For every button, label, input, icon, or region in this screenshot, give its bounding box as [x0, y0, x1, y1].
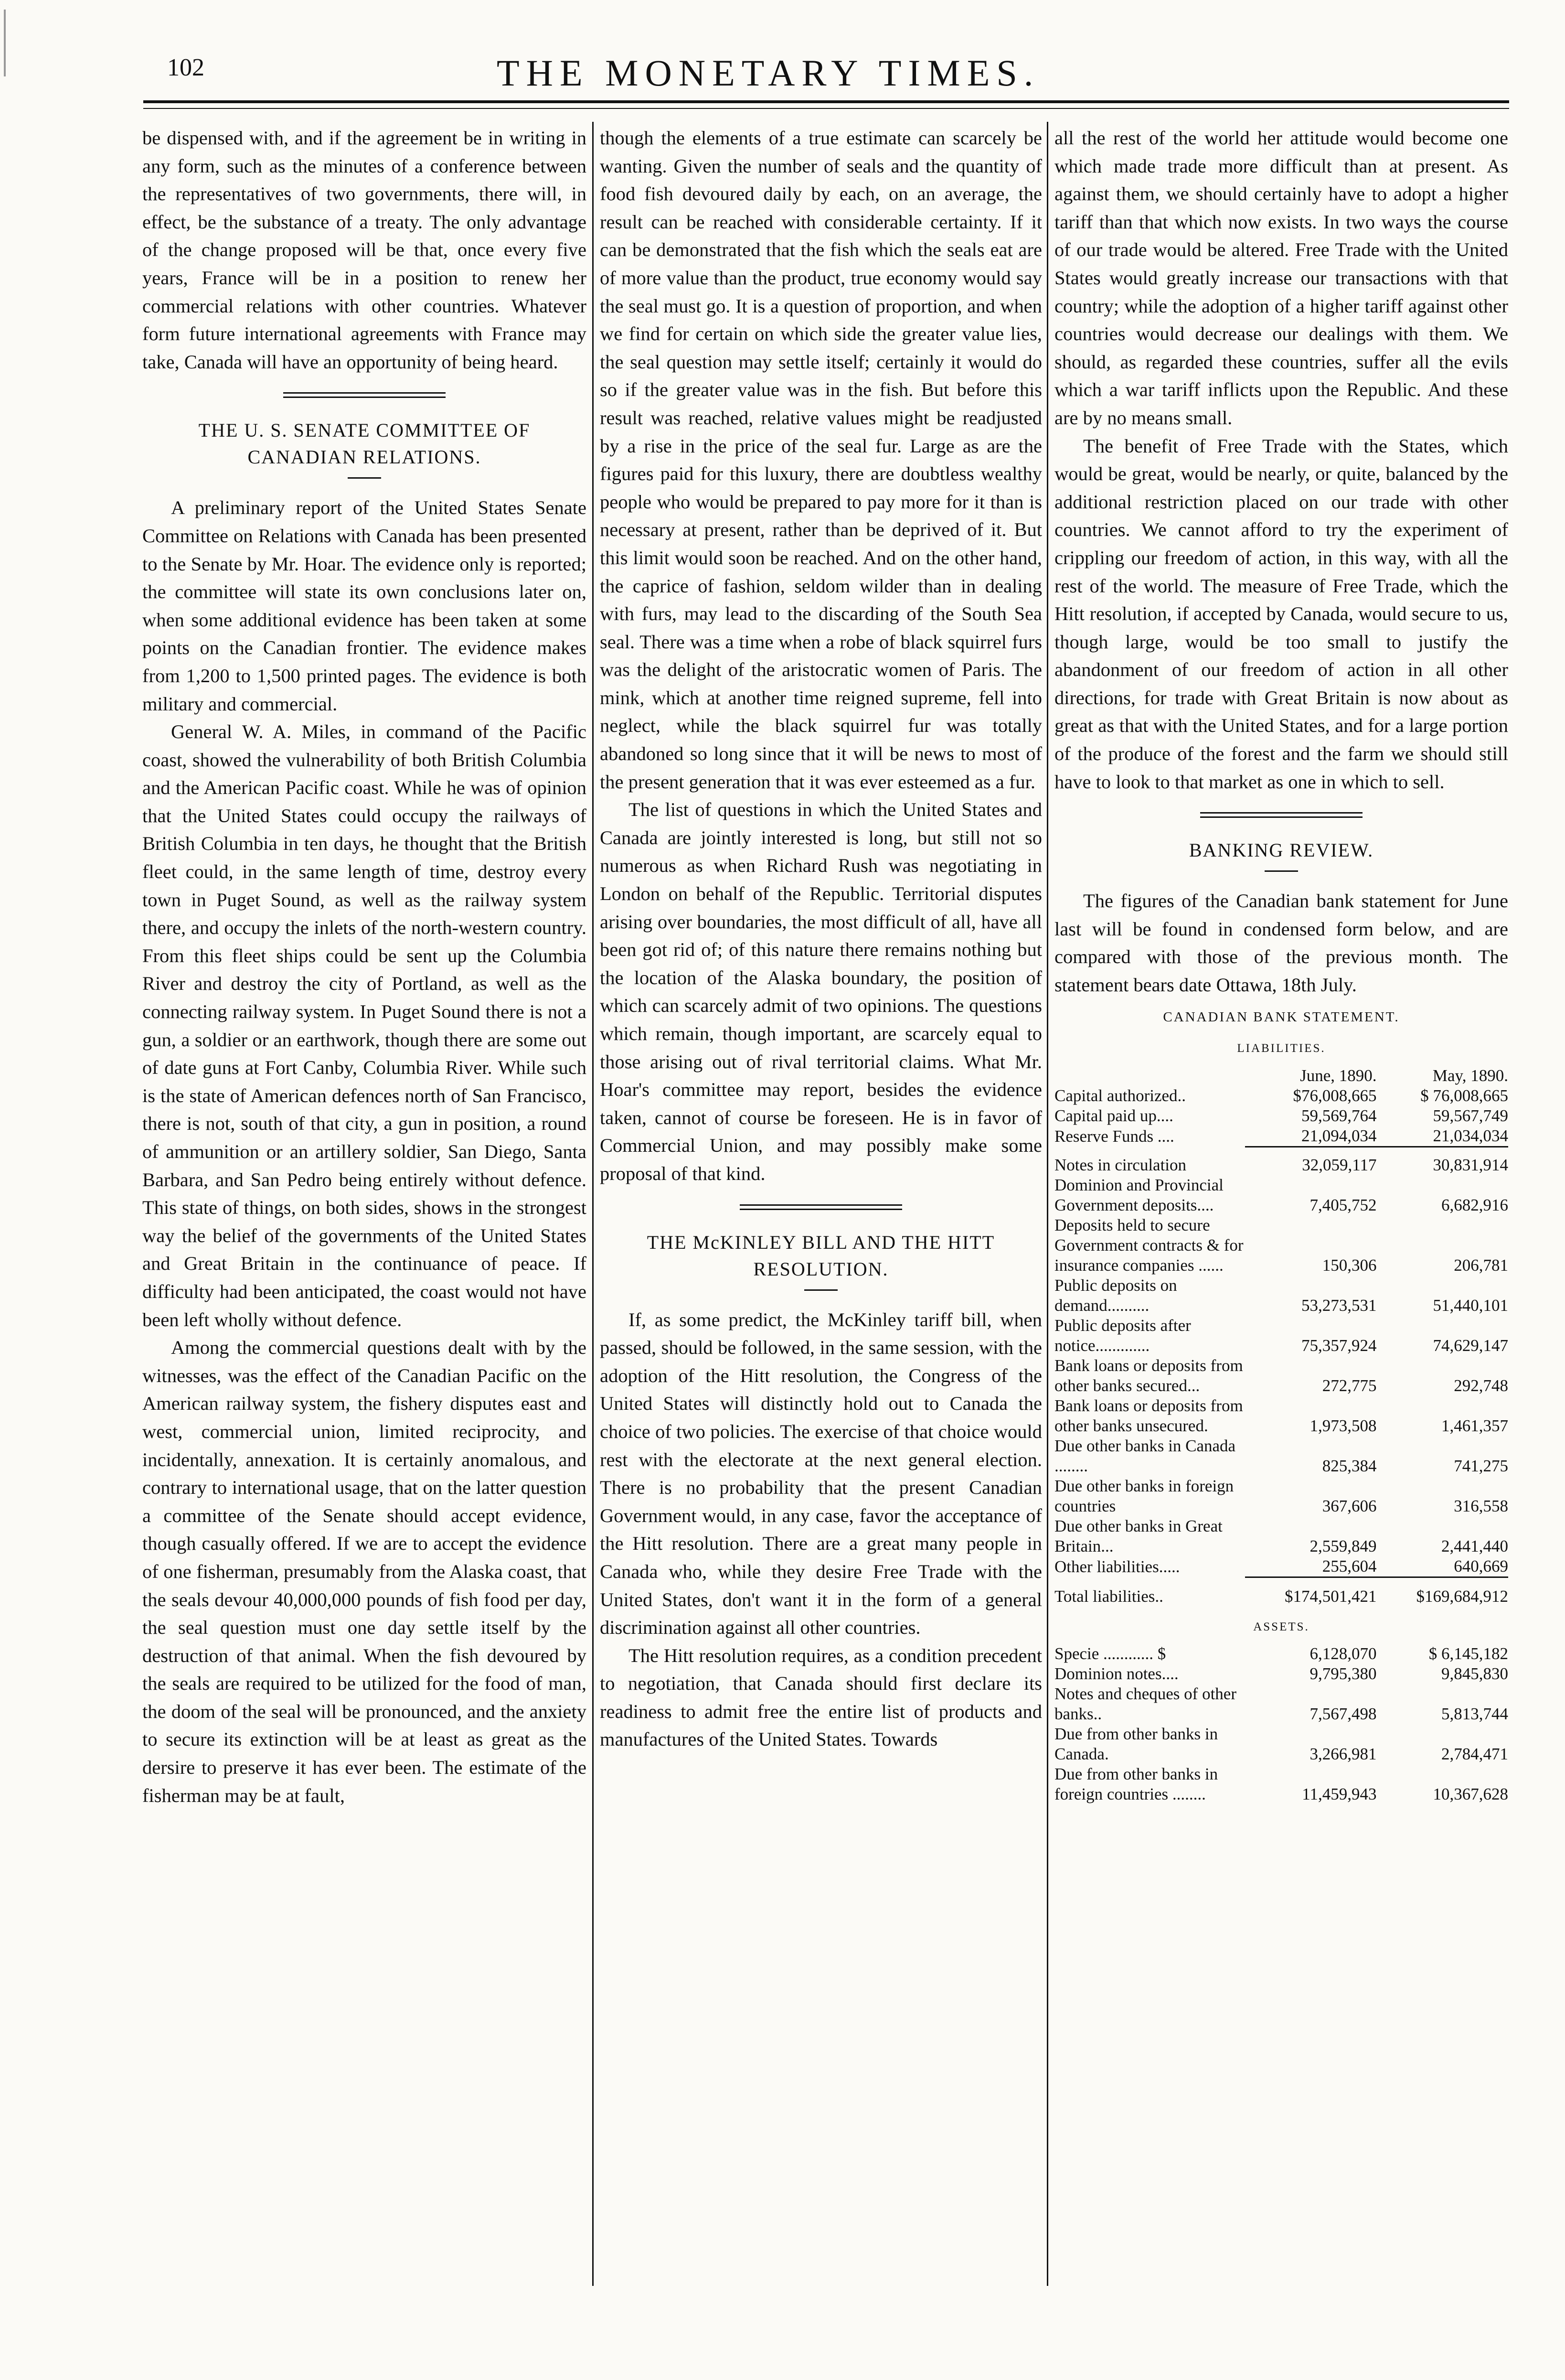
value-may: 2,784,471 [1441, 1745, 1508, 1764]
table-row [1054, 1356, 1508, 1396]
table-row [1054, 1126, 1508, 1147]
row-label: Bank loans or deposits from other banks secured... [1054, 1356, 1243, 1395]
bank-statement-table [1054, 1066, 1508, 1607]
column-2 [600, 124, 1042, 1754]
table-row [1054, 1724, 1508, 1764]
table-row [1054, 1396, 1508, 1436]
section-separator [1200, 812, 1363, 818]
masthead-title: THE MONETARY TIMES. [497, 52, 1040, 94]
section-heading: THE McKINLEY BILL AND THE HITT RESOLUTION. [647, 1231, 995, 1280]
paragraph: If, as some predict, the McKinley tariff bill, when passed, should be followed, in the same session, with the adoption of the Hitt resolution, the Congress of the United States will distinctly hold out to Canada the choice of two policies. The exercise of that choice would rest with the electorate at the next general election. There is no probability that the present Canadian Government would, in any case, favor the acceptance of the Hitt resolution. There are a great many people in Canada who, while they desire Free Trade with the United States, don't want it in the form of a general discrimination against all other countries. [600, 1308, 1042, 1639]
value-may: 2,441,440 [1441, 1536, 1508, 1555]
value-may: 640,669 [1454, 1556, 1508, 1576]
value-may: 59,567,749 [1433, 1106, 1508, 1125]
row-label: Notes in circulation [1054, 1155, 1187, 1174]
value-may: 316,558 [1454, 1496, 1508, 1515]
value-june: 59,569,764 [1301, 1106, 1377, 1125]
value-june: 255,604 [1322, 1556, 1377, 1576]
paragraph: all the rest of the world her attitude would become one which made trade more difficult than at present. As against them, we should certainly have to adopt a higher tariff than that which now exists. In two ways the course of our trade would be altered. Free Trade with the United States would greatly increase our transactions with that country; while the adoption of a higher tariff against other countries would decrease our dealings with them. We should, as regarded these countries, suffer all the evils which a war tariff inflicts upon the Republic. And these are by no means small. [1054, 127, 1508, 429]
row-label: Public deposits on demand.......... [1054, 1276, 1177, 1315]
table-row [1054, 1764, 1508, 1804]
value-june: 150,306 [1322, 1255, 1377, 1275]
table-row [1054, 1516, 1508, 1556]
value-may: 9,845,830 [1441, 1664, 1508, 1683]
row-label: Total liabilities.. [1054, 1587, 1163, 1606]
table-row [1054, 1215, 1508, 1276]
row-label: Bank loans or deposits from other banks unsecured. [1054, 1396, 1243, 1435]
value-may: 1,461,357 [1441, 1416, 1508, 1435]
paragraph: be dispensed with, and if the agreement be in writing in any form, such as the minutes of a conference between the representatives of two governments, there will, in effect, be the substance of a treaty. The only advantage of the change proposed will be that, once every five years, France will be in a position to renew her commercial relations with other countries. Whatever form future international agreements with France may take, Canada will have an opportunity of being heard. [142, 127, 586, 373]
value-june: 9,795,380 [1309, 1664, 1377, 1683]
table-row [1054, 1577, 1508, 1607]
row-label: Due other banks in foreign countries [1054, 1476, 1234, 1515]
value-june: 3,266,981 [1309, 1745, 1377, 1764]
column-header-may: May, 1890. [1432, 1066, 1508, 1085]
table-row [1054, 1175, 1508, 1215]
paragraph: The list of questions in which the United States and Canada are jointly interested is long, but still not so numerous as when Richard Rush was negotiating in London on behalf of the Republic. Territorial disputes arising over boundaries, the most difficult of all, have all been got rid of; of this nature there remains nothing but the location of the Alaska boundary, the position of which can scarcely admit of two opinions. The questions which remain, though important, are scarcely equal to those arising out of rival territorial claims. What Mr. Hoar's committee may report, besides the evidence taken, cannot of course be foreseen. He is in favor of Commercial Union, and may possibly make some proposal of that kind. [600, 799, 1042, 1184]
table-row [1054, 1276, 1508, 1316]
table-row [1054, 1684, 1508, 1724]
value-june: 75,357,924 [1301, 1336, 1377, 1355]
column-divider-1 [592, 122, 594, 2286]
row-label: Due from other banks in foreign countries ........ [1054, 1765, 1218, 1804]
section-separator [740, 1204, 902, 1210]
value-june: 32,059,117 [1245, 1147, 1377, 1175]
paragraph: though the elements of a true estimate can scarcely be wanting. Given the number of seals and the quantity of food fish devoured daily by each, on an average, the result can be reached with considerable certainty. If it can be demonstrated that the fish which the seals eat are of more value than the product, true economy would say the seal must go. It is a question of proportion, and when we find for certain on which side the greater value lies, the seal question may settle itself; certainly it would do so if the greater value was in the fish. But before this result was reached, relative values might be readjusted by a rise in the price of the seal fur. Large as are the figures paid for this luxury, there are doubtless wealthy people who would be prepared to pay more for it than is necessary at present, rather than be deprived of it. But this limit would soon be reached. And on the other hand, the caprice of fashion, seldom wilder than in dealing with furs, may lead to the discarding of the South Sea seal. There was a time when a robe of black squirrel furs was the delight of the aristocratic women of Paris. The mink, which at another time reigned supreme, fell into neglect, while the black squirrel fur was totally abandoned so long since that it will be news to most of the present generation that it was ever esteemed as a fur. [600, 127, 1042, 793]
value-june: 53,273,531 [1301, 1296, 1377, 1315]
table-row [1054, 1436, 1508, 1476]
heading-dash [1265, 870, 1298, 872]
value-may: 51,440,101 [1433, 1296, 1508, 1315]
section-separator [283, 392, 446, 398]
row-label: Dominion and Provincial Government deposits.... [1054, 1175, 1224, 1214]
value-may: 741,275 [1454, 1456, 1508, 1475]
row-label: Due from other banks in Canada. [1054, 1725, 1218, 1764]
section-heading: THE U. S. SENATE COMMITTEE OF CANADIAN RELATIONS. [198, 419, 531, 468]
scan-edge-mark [4, 10, 6, 76]
table-row [1054, 1644, 1508, 1664]
header-rule-thin [143, 108, 1509, 109]
paragraph: A preliminary report of the United States Senate Committee on Relations with Canada has been presented to the Senate by Mr. Hoar. The evidence only is reported; the committee will state its own conclusions later on, when some additional evidence has been taken at some points on the Canadian frontier. The evidence makes from 1,200 to 1,500 printed pages. The evidence is both military and commercial. [142, 497, 586, 715]
paragraph: Among the commercial questions dealt with by the witnesses, was the effect of the Canadian Pacific on the American railway system, the fishery disputes east and west, commercial union, limited reciprocity, and incidentally, annexation. It is certainly anomalous, and contrary to international usage, that on the latter question a committee of the Senate should accept evidence, though casually offered. If we are to accept the evidence of one fisherman, presumably from the Alaska coast, that the seals devour 40,000,000 pounds of fish food per day, the seal question must one day settle itself by the destruction of that animal. When the fish devoured by the seals are required to be utilized for the food of man, the doom of the seal will be pronounced, and the anxiety to secure its extinction will be at least as great as the dersire to preserve it has ever been. The estimate of the fisherman may be at fault, [142, 1337, 586, 1806]
value-june: 7,405,752 [1309, 1195, 1377, 1214]
table-row [1054, 1086, 1508, 1106]
value-may: 74,629,147 [1433, 1336, 1508, 1355]
value-may: 5,813,744 [1441, 1705, 1508, 1724]
value-june: 21,094,034 [1301, 1126, 1377, 1145]
value-june: 6,128,070 [1309, 1644, 1377, 1663]
column-divider-2 [1047, 122, 1048, 2286]
value-june: 7,567,498 [1309, 1705, 1377, 1724]
column-header-june: June, 1890. [1300, 1066, 1377, 1085]
value-may: 21,034,034 [1433, 1126, 1508, 1145]
table-row [1054, 1147, 1508, 1175]
table-row [1054, 1316, 1508, 1356]
table-row [1054, 1664, 1508, 1684]
paragraph: The benefit of Free Trade with the States, which would be great, would be nearly, or quite, balanced by the additional restriction placed on our trade with other countries. We cannot afford to try the experiment of crippling our freedom of action, in this way, with all the rest of the world. The measure of Free Trade, which the Hitt resolution, if accepted by Canada, would secure to us, though large, would be too small to justify the abandonment of our freedom of action in all other directions, for trade with Great Britain is now about as great as that with the United States, and for a large portion of the produce of the forest and the farm we should still have to look to that market as one in which to sell. [1054, 435, 1508, 793]
table-header-row [1054, 1066, 1508, 1086]
row-label: Due other banks in Canada ........ [1054, 1436, 1236, 1475]
value-may: 30,831,914 [1377, 1147, 1509, 1175]
column-3 [1054, 124, 1508, 1804]
value-june: 2,559,849 [1309, 1536, 1377, 1555]
row-label: Public deposits after notice............. [1054, 1316, 1191, 1355]
value-june: $174,501,421 [1245, 1577, 1377, 1607]
heading-dash [804, 1289, 838, 1291]
row-label: Dominion notes.... [1054, 1664, 1179, 1683]
row-label: Other liabilities..... [1054, 1557, 1180, 1576]
value-june: 367,606 [1322, 1496, 1377, 1515]
row-label: Reserve Funds .... [1054, 1127, 1174, 1146]
header-rule-thick [143, 100, 1509, 103]
value-may: 6,682,916 [1441, 1195, 1508, 1214]
assets-table [1054, 1644, 1508, 1804]
liabilities-title: LIABILITIES. [1237, 1042, 1326, 1055]
row-label: Notes and cheques of other banks.. [1054, 1684, 1236, 1724]
paragraph: General W. A. Miles, in command of the Pacific coast, showed the vulnerability of both British Columbia and the American Pacific coast. While he was of opinion that the United States could occupy the railways of British Columbia in ten days, he thought that the British fleet could, in the same length of time, destroy every town in Puget Sound, as well as the railway system there, and occupy the inlets of the north-western country. From this fleet ships could be sent up the Columbia River and destroy the city of Portland, as well as the connecting railway system. In Puget Sound there is not a gun, a soldier or an earthwork, though there are some out of date guns at Fort Canby, Columbia River. While such is the state of American defences north of San Francisco, there is not, south of that city, a gun in position, a round of ammunition or an artillery soldier, San Diego, Santa Barbara, and San Pedro being entirely without defence. This state of things, on both sides, shows in the strongest way the belief of the governments of the United States and Great Britain in the continuance of peace. If difficulty had been anticipated, the coast would not have been left wholly without defence. [142, 721, 586, 1330]
value-may: 10,367,628 [1433, 1785, 1508, 1804]
table-row [1054, 1476, 1508, 1516]
page-number: 102 [167, 54, 204, 81]
row-label: Specie ............ $ [1054, 1644, 1166, 1663]
row-label: Capital authorized.. [1054, 1086, 1186, 1105]
value-june: 11,459,943 [1302, 1785, 1377, 1804]
value-june: 1,973,508 [1309, 1416, 1377, 1435]
row-label: Capital paid up.... [1054, 1106, 1173, 1125]
table-row [1054, 1106, 1508, 1126]
value-may: $ 6,145,182 [1428, 1644, 1508, 1663]
row-label: Deposits held to secure Government contracts & for insurance companies ...... [1054, 1215, 1244, 1275]
value-june: 825,384 [1322, 1456, 1377, 1475]
heading-dash [348, 477, 381, 479]
value-may: 292,748 [1454, 1376, 1508, 1395]
row-label: Due other banks in Great Britain... [1054, 1516, 1223, 1555]
section-heading: BANKING REVIEW. [1189, 839, 1374, 861]
value-may: $169,684,912 [1377, 1577, 1509, 1607]
value-may: $ 76,008,665 [1420, 1086, 1508, 1105]
table-row [1054, 1556, 1508, 1577]
column-1 [142, 124, 586, 1810]
value-june: 272,775 [1322, 1376, 1377, 1395]
paragraph: The Hitt resolution requires, as a condition precedent to negotiation, that Canada should first declare its readiness to admit free the entire list of products and manufactures of the United States. Towards [600, 1644, 1042, 1750]
paragraph: The figures of the Canadian bank statement for June last will be found in condensed form below, and are compared with those of the previous month. The statement bears date Ottawa, 18th July. [1054, 890, 1508, 996]
value-may: 206,781 [1454, 1255, 1508, 1275]
table-title: CANADIAN BANK STATEMENT. [1163, 1009, 1400, 1025]
value-june: $76,008,665 [1293, 1086, 1377, 1105]
assets-title: ASSETS. [1253, 1620, 1309, 1633]
